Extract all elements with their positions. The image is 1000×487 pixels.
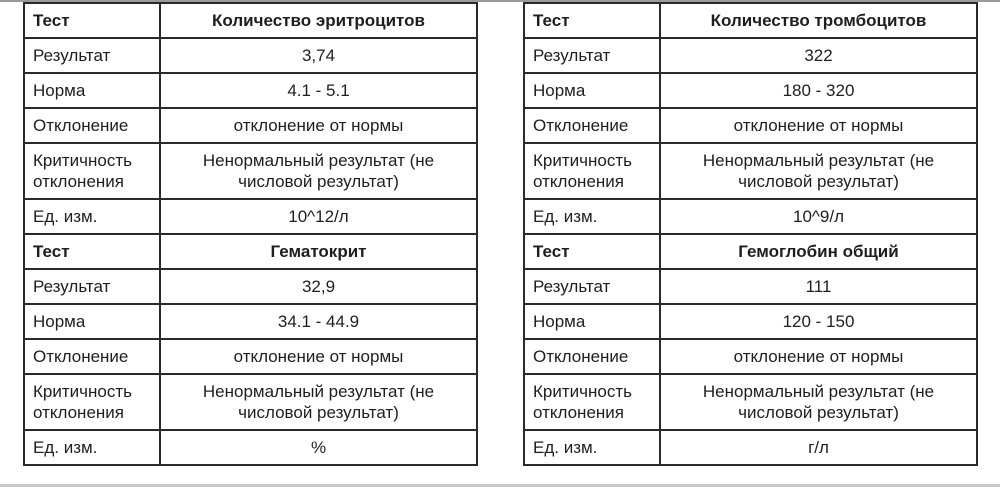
row-label: Критичность отклонения [24,374,160,430]
table-row-unit [24,199,477,234]
table-row-criticality [524,143,977,199]
row-label: Результат [524,269,660,304]
row-label: Результат [524,38,660,73]
row-label: Критичность отклонения [524,374,660,430]
row-label: Норма [524,73,660,108]
table-header-row [24,234,477,269]
row-label: Ед. изм. [24,199,160,234]
row-label: Критичность отклонения [524,143,660,199]
row-label: Норма [24,73,160,108]
result-value: 111 [660,269,977,304]
table-row-criticality [24,374,477,430]
table-header-row [524,3,977,38]
table-row-norm [524,304,977,339]
row-label: Ед. изм. [524,430,660,465]
unit-value: г/л [660,430,977,465]
row-label: Отклонение [24,339,160,374]
table-row-norm [24,304,477,339]
header-label: Тест [524,234,660,269]
criticality-value: Ненормальный результат (не числовой результат) [660,374,977,430]
row-label: Критичность отклонения [24,143,160,199]
table-row-unit [24,430,477,465]
table-row-deviation [24,339,477,374]
test-table-platelets [523,2,978,235]
row-label: Норма [24,304,160,339]
row-label: Результат [24,38,160,73]
result-value: 32,9 [160,269,477,304]
row-label: Результат [24,269,160,304]
header-label: Тест [24,234,160,269]
test-table-hematocrit [23,233,478,466]
row-label: Отклонение [524,339,660,374]
header-label: Тест [24,3,160,38]
deviation-value: отклонение от нормы [660,339,977,374]
unit-value: 10^9/л [660,199,977,234]
row-label: Отклонение [24,108,160,143]
deviation-value: отклонение от нормы [160,339,477,374]
table-row-criticality [524,374,977,430]
table-row-deviation [24,108,477,143]
test-table-erythrocytes [23,2,478,235]
norm-value: 34.1 - 44.9 [160,304,477,339]
table-row-unit [524,430,977,465]
test-title: Количество эритроцитов [160,3,477,38]
left-column [23,2,478,466]
result-value: 322 [660,38,977,73]
table-row-norm [24,73,477,108]
norm-value: 4.1 - 5.1 [160,73,477,108]
table-header-row [524,234,977,269]
table-row-result [524,269,977,304]
norm-value: 120 - 150 [660,304,977,339]
test-title: Гемоглобин общий [660,234,977,269]
row-label: Отклонение [524,108,660,143]
result-value: 3,74 [160,38,477,73]
table-row-unit [524,199,977,234]
test-title: Количество тромбоцитов [660,3,977,38]
table-header-row [24,3,477,38]
criticality-value: Ненормальный результат (не числовой результат) [160,143,477,199]
right-column [523,2,978,466]
deviation-value: отклонение от нормы [660,108,977,143]
deviation-value: отклонение от нормы [160,108,477,143]
header-label: Тест [524,3,660,38]
table-row-result [24,269,477,304]
table-row-norm [524,73,977,108]
unit-value: 10^12/л [160,199,477,234]
table-row-deviation [524,108,977,143]
criticality-value: Ненормальный результат (не числовой результат) [660,143,977,199]
row-label: Ед. изм. [524,199,660,234]
test-title: Гематокрит [160,234,477,269]
test-table-hemoglobin [523,233,978,466]
row-label: Ед. изм. [24,430,160,465]
criticality-value: Ненормальный результат (не числовой результат) [160,374,477,430]
table-row-result [524,38,977,73]
row-label: Норма [524,304,660,339]
table-row-result [24,38,477,73]
norm-value: 180 - 320 [660,73,977,108]
table-row-deviation [524,339,977,374]
table-row-criticality [24,143,477,199]
unit-value: % [160,430,477,465]
